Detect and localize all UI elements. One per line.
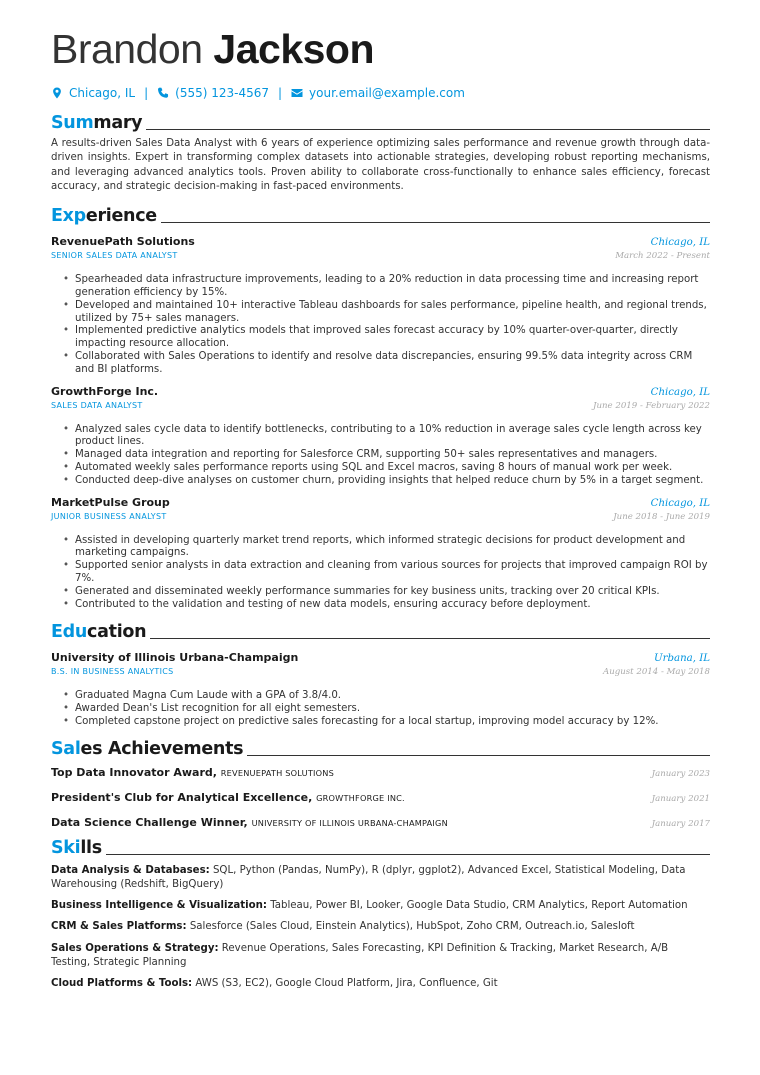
skill-values: Salesforce (Sales Cloud, Einstein Analytics), HubSpot, Zoho CRM, Outreach.io, Salesloft	[189, 921, 635, 933]
summary-text: A results-driven Sales Data Analyst with 6 years of experience optimizing sales performance and revenue growth through data-driven insights. Expert in transforming complex datasets into actionable strategies, developing robust reporting mechanisms, and leveraging advanced analytics tools. Proven ability to collaborate cross-functionally to enhance sales efficiency, forecast accuracy, and strategic decision-making in fast-paced environments.	[51, 138, 710, 192]
job-title: JUNIOR BUSINESS ANALYST	[51, 511, 167, 521]
achievement-title: Top Data Innovator Award	[51, 765, 213, 779]
list-item: • Managed data integration and reporting for Salesforce CRM, supporting 50+ sales representatives and managers.	[63, 449, 710, 462]
achievements-list	[51, 766, 710, 830]
job-bullets	[51, 424, 710, 488]
contact-bar	[51, 84, 710, 102]
job-bullets	[51, 535, 710, 612]
job-dates: March 2022 - Present	[615, 251, 710, 262]
first-name: Brandon	[51, 26, 203, 72]
skill-values: Revenue Operations, Sales Forecasting, KPI Definition & Tracking, Market Research, A/B Testing, Strategic Planning	[51, 942, 669, 968]
list-item: • Spearheaded data infrastructure improvements, leading to a 20% reduction in data processing time and increasing report generation efficiency by 15%.	[63, 274, 710, 300]
section-experience-heading	[51, 203, 710, 227]
job-location: Chicago, IL	[650, 386, 710, 398]
section-summary-heading	[51, 110, 710, 134]
skill-category: Sales Operations & Strategy:	[51, 942, 219, 954]
experience-entry	[51, 235, 710, 376]
heading-rest: mary	[93, 113, 143, 133]
envelope-icon	[291, 87, 303, 99]
achievement-title: Data Science Challenge Winner	[51, 815, 244, 829]
heading-accent: Exp	[51, 206, 86, 227]
education-entry	[51, 651, 710, 728]
experience-entry	[51, 496, 710, 612]
list-item: • Assisted in developing quarterly market trend reports, which informed strategic decisions for product development and marketing campaigns.	[63, 535, 710, 561]
section-rule	[106, 854, 710, 855]
phone-icon	[157, 87, 169, 99]
achievement-item: President's Club for Analytical Excellence, GROWTHFORGE INC. January 2021	[51, 790, 710, 804]
list-item: • Implemented predictive analytics models that improved sales forecast accuracy by 10% quarter-over-quarter, directly impacting resource allocation.	[63, 325, 710, 351]
skill-category: Business Intelligence & Visualization:	[51, 900, 267, 912]
section-achievements-heading	[51, 736, 710, 760]
heading-accent: Sal	[51, 738, 81, 759]
skill-line	[51, 977, 710, 991]
section-rule	[247, 755, 710, 756]
list-item: • Graduated Magna Cum Laude with a GPA of 3.8/4.0.	[63, 690, 710, 703]
skill-category: Data Analysis & Databases:	[51, 864, 210, 876]
employer-name: MarketPulse Group	[51, 495, 170, 509]
section-education-heading	[51, 619, 710, 643]
list-item: • Generated and disseminated weekly performance summaries for key business units, tracking over 20 critical KPIs.	[63, 586, 710, 599]
contact-location: Chicago, IL	[69, 86, 136, 100]
achievement-org: UNIVERSITY OF ILLINOIS URBANA-CHAMPAIGN	[251, 817, 448, 828]
skill-line	[51, 864, 710, 892]
section-rule	[146, 129, 710, 130]
job-title: SALES DATA ANALYST	[51, 400, 143, 410]
list-item: • Supported senior analysts in data extraction and cleaning from various sources for projects that improved campaign ROI by 7%.	[63, 560, 710, 586]
skill-category: CRM & Sales Platforms:	[51, 921, 187, 933]
heading-accent: Edu	[51, 622, 88, 643]
contact-phone[interactable]: (555) 123-4567	[175, 86, 269, 100]
education-bullets	[51, 690, 710, 728]
skill-line	[51, 920, 710, 934]
skill-line	[51, 899, 710, 913]
skill-values: SQL, Python (Pandas, NumPy), R (dplyr, ggplot2), Advanced Excel, Statistical Modeling, Data Warehousing (Redshift, BigQuery)	[51, 864, 686, 890]
achievement-date: January 2017	[651, 818, 710, 829]
job-dates: June 2018 - June 2019	[613, 511, 710, 522]
resume-page	[51, 24, 710, 991]
degree: B.S. IN BUSINESS ANALYTICS	[51, 667, 174, 677]
achievement-date: January 2023	[651, 768, 710, 779]
list-item: • Conducted deep-dive analyses on customer churn, providing insights that helped reduce churn by 5% in a target segment.	[63, 475, 710, 488]
heading-rest: cation	[87, 622, 147, 643]
list-item: • Analyzed sales cycle data to identify bottlenecks, contributing to a 10% reduction in average sales cycle length across key product lines.	[63, 424, 710, 450]
achievement-item: Data Science Challenge Winner, UNIVERSITY OF ILLINOIS URBANA-CHAMPAIGN January 2017	[51, 815, 710, 829]
contact-separator: |	[144, 86, 149, 100]
heading-rest: lls	[80, 837, 102, 858]
job-dates: June 2019 - February 2022	[593, 400, 710, 411]
job-location: Chicago, IL	[650, 237, 710, 249]
job-location: Chicago, IL	[650, 497, 710, 509]
job-bullets	[51, 274, 710, 376]
heading-accent: Sum	[51, 113, 94, 133]
achievement-item: Top Data Innovator Award, REVENUEPATH SOLUTIONS January 2023	[51, 765, 710, 779]
skills-list	[51, 864, 710, 991]
skill-values: AWS (S3, EC2), Google Cloud Platform, Jira, Confluence, Git	[195, 977, 498, 989]
list-item: • Awarded Dean's List recognition for all eight semesters.	[63, 703, 710, 716]
education-dates: August 2014 - May 2018	[603, 667, 710, 678]
candidate-name	[51, 24, 710, 74]
list-item: • Completed capstone project on predictive sales forecasting for a local startup, improving model accuracy by 12%.	[63, 716, 710, 729]
section-rule	[161, 222, 710, 223]
section-skills-heading	[51, 835, 710, 859]
employer-name: RevenuePath Solutions	[51, 235, 195, 249]
skill-values: Tableau, Power BI, Looker, Google Data Studio, CRM Analytics, Report Automation	[270, 900, 688, 912]
heading-accent: Ski	[51, 837, 81, 858]
last-name: Jackson	[213, 26, 375, 72]
school-name: University of Illinois Urbana-Champaign	[51, 651, 299, 665]
heading-rest: erience	[85, 206, 157, 227]
skill-category: Cloud Platforms & Tools:	[51, 977, 193, 989]
heading-rest: es Achievements	[80, 738, 244, 759]
list-item: • Contributed to the validation and testing of new data models, ensuring accuracy before deployment.	[63, 599, 710, 612]
achievement-org: GROWTHFORGE INC.	[316, 792, 405, 803]
list-item: • Collaborated with Sales Operations to identify and resolve data discrepancies, ensuring 99.5% data integrity across CRM and BI platforms.	[63, 351, 710, 377]
contact-email-link[interactable]: your.email@example.com	[309, 86, 465, 100]
list-item: • Automated weekly sales performance reports using SQL and Excel macros, saving 8 hours of manual work per week.	[63, 462, 710, 475]
school-location: Urbana, IL	[654, 653, 710, 665]
achievement-org: REVENUEPATH SOLUTIONS	[220, 767, 334, 778]
employer-name: GrowthForge Inc.	[51, 384, 159, 398]
skill-line	[51, 942, 710, 970]
job-title: SENIOR SALES DATA ANALYST	[51, 251, 178, 261]
achievement-date: January 2021	[651, 793, 710, 804]
achievement-title: President's Club for Analytical Excellence	[51, 790, 309, 804]
list-item: • Developed and maintained 10+ interactive Tableau dashboards for sales performance, pipeline health, and regional trends, utilized by 75+ sales managers.	[63, 300, 710, 326]
contact-separator: |	[278, 86, 283, 100]
experience-entry	[51, 385, 710, 488]
map-marker-icon	[51, 87, 63, 99]
section-rule	[150, 638, 710, 639]
